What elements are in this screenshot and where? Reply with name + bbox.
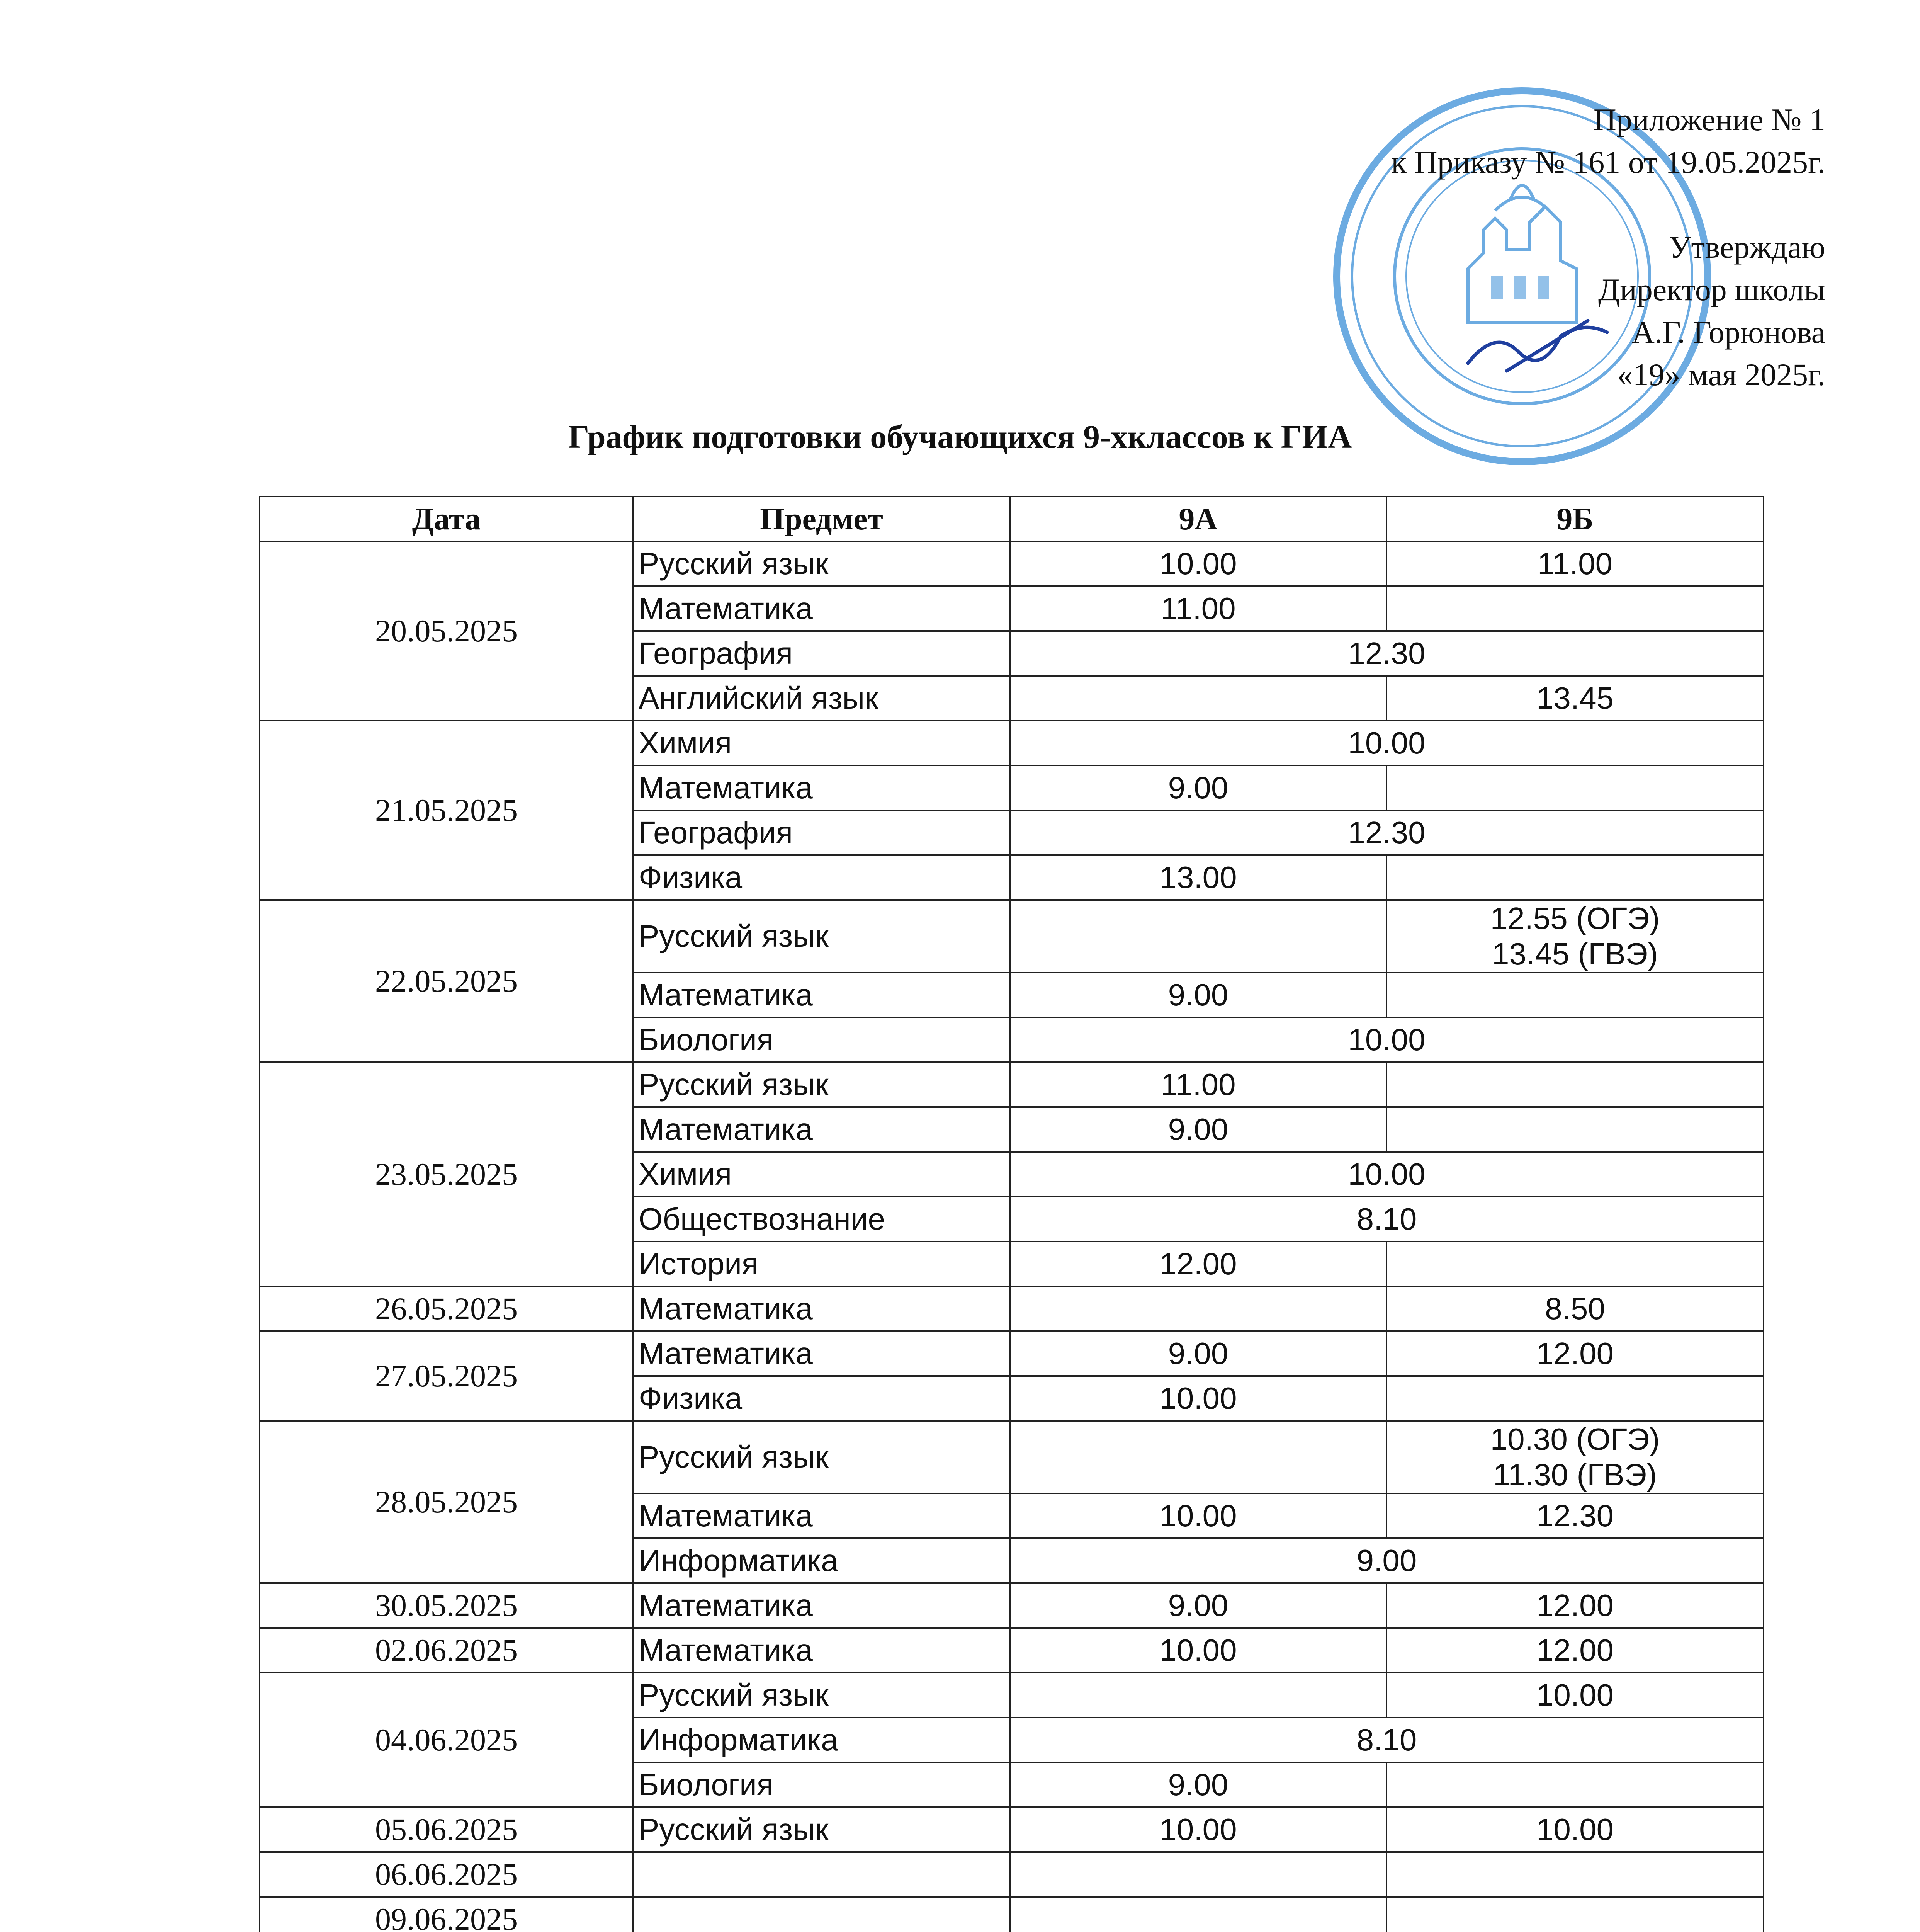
table-row: [260, 900, 1764, 973]
time-cell-9b: 10.00: [1386, 1673, 1764, 1718]
subject-cell: Математика: [633, 1628, 1010, 1673]
date-cell: 27.05.2025: [260, 1331, 633, 1421]
schedule-body: [260, 541, 1764, 1932]
subject-cell: Русский язык: [633, 541, 1010, 586]
time-cell-9a: [1010, 1673, 1386, 1718]
table-row: [260, 1062, 1764, 1107]
time-cell-9b: 10.00: [1386, 1807, 1764, 1852]
subject-cell: Физика: [633, 855, 1010, 900]
signature: [1460, 305, 1623, 383]
time-cell-9b: [1386, 1062, 1764, 1107]
time-cell-9b: [1386, 1852, 1764, 1897]
time-cell-9a: [1010, 1852, 1386, 1897]
subject-cell: Химия: [633, 721, 1010, 765]
order-reference: к Приказу № 161 от 19.05.2025г.: [1391, 145, 1825, 180]
table-row: [260, 721, 1764, 765]
table-row: [260, 1286, 1764, 1331]
date-cell: 30.05.2025: [260, 1583, 633, 1628]
director-name: А.Г. Горюнова: [1631, 315, 1825, 350]
subject-cell: Математика: [633, 1583, 1010, 1628]
date-cell: 20.05.2025: [260, 541, 633, 721]
subject-cell: Биология: [633, 1762, 1010, 1807]
date-cell: 26.05.2025: [260, 1286, 633, 1331]
subject-cell: Информатика: [633, 1538, 1010, 1583]
time-cell-9b: [1386, 765, 1764, 810]
time-cell-9b: [1386, 586, 1764, 631]
time-cell-both-classes: 8.10: [1010, 1197, 1764, 1242]
date-cell: 28.05.2025: [260, 1421, 633, 1583]
time-cell-both-classes: 10.00: [1010, 1017, 1764, 1062]
time-cell-9b: [1386, 1242, 1764, 1286]
subject-cell: Математика: [633, 765, 1010, 810]
time-cell-9a: 10.00: [1010, 1807, 1386, 1852]
header-class-9a: 9А: [1010, 497, 1386, 541]
time-cell-9b: 12.00: [1386, 1628, 1764, 1673]
time-line: 10.30 (ОГЭ): [1490, 1422, 1660, 1456]
subject-cell: Информатика: [633, 1718, 1010, 1762]
time-cell-9b: 12.00: [1386, 1331, 1764, 1376]
time-cell-9b: 13.45: [1386, 676, 1764, 721]
time-cell-both-classes: 10.00: [1010, 1152, 1764, 1197]
time-cell-9a: 9.00: [1010, 1107, 1386, 1152]
subject-cell: Русский язык: [633, 1673, 1010, 1718]
approve-label: Утверждаю: [1669, 230, 1825, 265]
date-cell: 21.05.2025: [260, 721, 633, 900]
table-row: [260, 1807, 1764, 1852]
time-line: 13.45 (ГВЭ): [1492, 937, 1658, 971]
time-cell-9b: [1386, 1376, 1764, 1421]
time-cell-9b: [1386, 973, 1764, 1017]
time-cell-9a: 9.00: [1010, 1762, 1386, 1807]
subject-cell: Математика: [633, 1107, 1010, 1152]
date-cell: 23.05.2025: [260, 1062, 633, 1286]
subject-cell: [633, 1852, 1010, 1897]
table-row: [260, 1852, 1764, 1897]
time-cell-9a: [1010, 1421, 1386, 1493]
subject-cell: Физика: [633, 1376, 1010, 1421]
time-cell-9b: [1386, 900, 1764, 973]
header-class-9b: 9Б: [1386, 497, 1764, 541]
subject-cell: Русский язык: [633, 1421, 1010, 1493]
table-row: [260, 1331, 1764, 1376]
time-cell-9a: 10.00: [1010, 1493, 1386, 1538]
time-cell-9b: 12.30: [1386, 1493, 1764, 1538]
time-cell-9a: 9.00: [1010, 1583, 1386, 1628]
time-cell-both-classes: 8.10: [1010, 1718, 1764, 1762]
subject-cell: Русский язык: [633, 1807, 1010, 1852]
time-cell-9a: 11.00: [1010, 586, 1386, 631]
subject-cell: Биология: [633, 1017, 1010, 1062]
time-cell-both-classes: 9.00: [1010, 1538, 1764, 1583]
subject-cell: Обществознание: [633, 1197, 1010, 1242]
date-cell: 02.06.2025: [260, 1628, 633, 1673]
table-header-row: [260, 497, 1764, 541]
time-cell-9a: 10.00: [1010, 541, 1386, 586]
subject-cell: Английский язык: [633, 676, 1010, 721]
table-row: [260, 1583, 1764, 1628]
header-date: Дата: [260, 497, 633, 541]
time-cell-9b: 8.50: [1386, 1286, 1764, 1331]
table-row: [260, 541, 1764, 586]
date-cell: 22.05.2025: [260, 900, 633, 1062]
subject-cell: Математика: [633, 1286, 1010, 1331]
subject-cell: Русский язык: [633, 1062, 1010, 1107]
subject-cell: Химия: [633, 1152, 1010, 1197]
subject-cell: История: [633, 1242, 1010, 1286]
subject-cell: Математика: [633, 1331, 1010, 1376]
date-cell: 09.06.2025: [260, 1897, 633, 1932]
time-line: 12.55 (ОГЭ): [1490, 901, 1660, 935]
time-cell-both-classes: 12.30: [1010, 631, 1764, 676]
time-cell-both-classes: 12.30: [1010, 810, 1764, 855]
table-row: [260, 1673, 1764, 1718]
table-row: [260, 1628, 1764, 1673]
time-cell-9a: 11.00: [1010, 1062, 1386, 1107]
time-cell-9a: 10.00: [1010, 1376, 1386, 1421]
time-cell-9a: [1010, 676, 1386, 721]
date-cell: 05.06.2025: [260, 1807, 633, 1852]
time-cell-9a: [1010, 1897, 1386, 1932]
time-cell-9a: 12.00: [1010, 1242, 1386, 1286]
subject-cell: Русский язык: [633, 900, 1010, 973]
time-cell-9a: 9.00: [1010, 765, 1386, 810]
subject-cell: Математика: [633, 973, 1010, 1017]
schedule-table: [259, 496, 1764, 1932]
time-cell-9b: [1386, 1897, 1764, 1932]
approval-date: «19» мая 2025г.: [1617, 357, 1825, 392]
subject-cell: Математика: [633, 586, 1010, 631]
time-line: 11.30 (ГВЭ): [1493, 1458, 1657, 1492]
table-row: [260, 1421, 1764, 1493]
time-cell-9b: [1386, 1762, 1764, 1807]
subject-cell: Математика: [633, 1493, 1010, 1538]
time-cell-9a: 9.00: [1010, 1331, 1386, 1376]
time-cell-9b: [1386, 1421, 1764, 1493]
page-title: График подготовки обучающихся 9-хклассов к ГИА: [568, 418, 1352, 455]
subject-cell: География: [633, 631, 1010, 676]
appendix-label: Приложение № 1: [1593, 102, 1825, 137]
time-cell-9b: [1386, 855, 1764, 900]
subject-cell: [633, 1897, 1010, 1932]
time-cell-9b: [1386, 1107, 1764, 1152]
time-cell-9b: 12.00: [1386, 1583, 1764, 1628]
time-cell-9a: 13.00: [1010, 855, 1386, 900]
time-cell-9a: [1010, 1286, 1386, 1331]
time-cell-9b: 11.00: [1386, 541, 1764, 586]
time-cell-9a: 10.00: [1010, 1628, 1386, 1673]
date-cell: 04.06.2025: [260, 1673, 633, 1807]
header-subject: Предмет: [633, 497, 1010, 541]
subject-cell: География: [633, 810, 1010, 855]
time-cell-9a: 9.00: [1010, 973, 1386, 1017]
date-cell: 06.06.2025: [260, 1852, 633, 1897]
time-cell-both-classes: 10.00: [1010, 721, 1764, 765]
time-cell-9a: [1010, 900, 1386, 973]
director-title: Директор школы: [1598, 272, 1825, 307]
table-row: [260, 1897, 1764, 1932]
